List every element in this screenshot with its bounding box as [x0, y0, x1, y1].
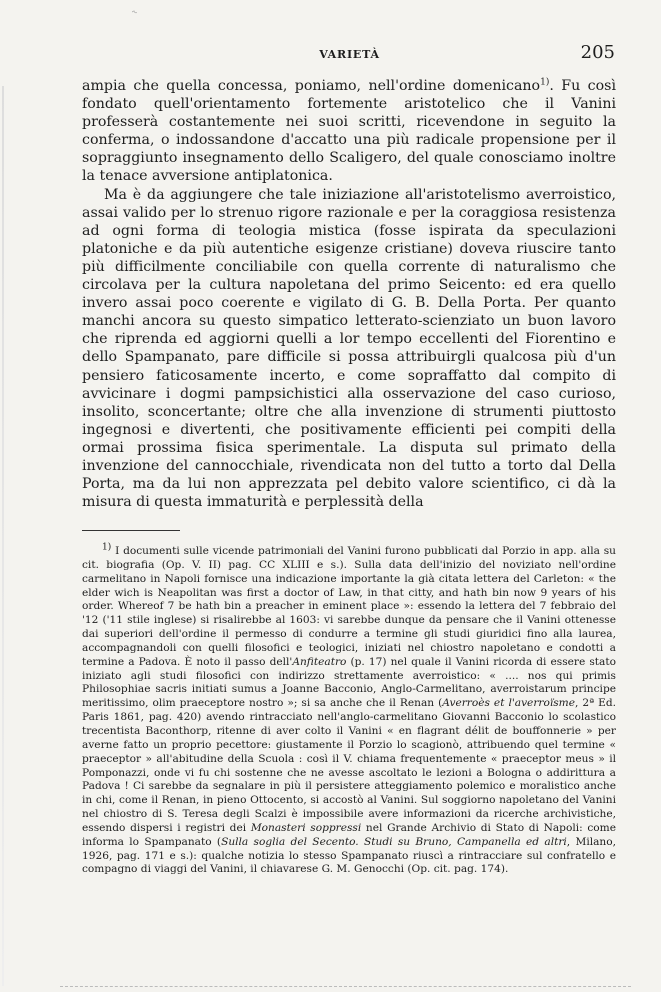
footnote-segment: , 2ª Ed. Paris 1861, pag. 420) avendo rintracciato nell'anglo-carmelitano Giovanni Bacconio lo scolastico trecentista Baconthorp, ritenne di aver colto il Vanini « en flagrant délit de bouffonnerie » per averne fatto un proprio pecettore: giustamente il Porzio lo scagionò, attribuendo quel termine « praeceptor » all'abitudine della Scuola : così il V. chiama frequentemente « praeceptor meus » il Pomponazzi, onde vi fu chi sostenne che ne avesse ascoltato le lezioni a Bologna o addirittura a Padova ! Ci sarebbe da segnalare in più il persistere atteggiamento polemico e moralistico anche in chi, come il Renan, in pieno Ottocento, si accostò al Vanini. Sul soggiorno napoletano del Vanini nel chiostro di S. Teresa degli Scalzi è impossibile avere informazioni da ricerche archivistiche, essendo dispersi i registri dei	[82, 697, 616, 834]
body-text	[82, 77, 616, 511]
section-title: VARIETÀ	[319, 48, 380, 61]
paragraph-1-start: ampia che quella concessa, poniamo, nell'ordine domenicano	[82, 78, 541, 94]
bottom-scan-line	[60, 986, 631, 988]
footnote-rule	[82, 530, 180, 531]
footnote-italic-title: Averroès et l'averroïsme	[442, 697, 575, 710]
footnote-italic-title: Anfiteatro	[292, 655, 347, 668]
paragraph-1-rest: . Fu così fondato quell'orientamento fortemente aristotelico che il Vanini professerà costantemente nei suoi scritti, ricevendone in seguito la conferma, o indossandone d'accatto una più radicale propensione per il sopraggiunto insegnamento dello Scaligero, del quale conosciamo inoltre la tenace avversione antiplatonica.	[82, 78, 616, 185]
footnote-segment: , Milano, 1926, pag. 171 e s.): qualche notizia lo stesso Spampanato riuscì a rintracciare sul confratello e compagno di viaggi del Vanini, il chiavarese G. M. Genocchi (Op. cit. pag. 174).	[82, 835, 616, 876]
footnote-ref[interactable]: 1)	[540, 77, 550, 88]
page-number: 205	[580, 42, 615, 63]
paragraph-1	[82, 77, 616, 186]
footnote-segment: (p. 17) nel quale il Vanini ricorda di essere stato iniziato agli studi filosofici con indirizzo strettamente averroistico: « .... nos qui primis Philosophiae sacris initiati sumus a Joanne Bacconio, Anglo-Carmelitano, averroistarum principe meritissimo, olim praeceptore nostro »; si sa anche che il Renan (	[82, 655, 616, 710]
footnote-text	[82, 542, 616, 877]
running-head	[84, 42, 615, 66]
footnote-segment: nel Grande Archivio di Stato di Napoli: come informa lo Spampanato (	[82, 821, 616, 848]
scan-edge-shadow	[2, 86, 4, 986]
scan-mark-icon: ˞	[132, 6, 138, 20]
paragraph-2: Ma è da aggiungere che tale iniziazione all'aristotelismo averroistico, assai valido per lo strenuo rigore razionale e per la coraggiosa resistenza ad ogni forma di teologia mistica (fosse ispirata da speculazioni platoniche e da più autentiche esigenze cristiane) doveva riuscire tanto più difficilmente conciliabile con quella corrente di naturalismo che circolava per la cultura napoletana del primo Seicento: ed era quello invero assai poco coerente e vigilato di G. B. Della Porta. Per quanto manchi ancora su questo simpatico letterato-scienziato un buon lavoro che riprenda ed aggiorni quelli a lor tempo eccellenti del Fiorentino e dello Spampanato, pare difficile si possa attribuirgli qualcosa più d'un pensiero faticosamente incerto, e come sopraffatto dal compito di avvicinare i dogmi pampsichistici alla osservazione del caso curioso, insolito, sconcertante; oltre che alla invenzione di strumenti piuttosto ingegnosi e divertenti, che positivamente efficienti pei compiti della ormai prossima fisica sperimentale. La disputa sul primato della invenzione del cannocchiale, rivendicata non del tutto a torto dal Della Porta, ma da lui non apprezzata pel debito valore scientifico, ci dà la misura di questa immaturità e perplessità della	[82, 186, 616, 511]
footnote-segment: I documenti sulle vicende patrimoniali del Vanini furono pubblicati dal Porzio in app. alla su cit. biografia (Op. V. II) pag. CC XLIII e s.). Sulla data dell'inizio del noviziato nell'ordine carmelitano in Napoli fornisce una indicazione importante la già citata lettera del Carleton: « the elder wich is Neapolitan was first a doctor of Law, in that citty, and hath bin now 9 years of his order. Whereof 7 be hath bin a preacher in eminent place »: essendo la lettera del 7 febbraio del '12 ('11 stile inglese) si risalirebbe al 1603: vi sarebbe dunque da pensare che il Vanini ottenesse dai superiori dell'ordine il permesso di condurre a termine gli studi giuridici fino alla laurea, accompagnandoli con quelli filosofici e teologici, iniziati nel chiostro napoletano e condotti a termine a Padova. È noto il passo dell'	[82, 545, 616, 668]
footnote	[82, 542, 616, 877]
footnote-italic-title: Monasteri soppressi	[250, 821, 362, 834]
footnote-italic-title: Sulla soglia del Secento. Studi su Bruno, Campanella ed altri	[221, 835, 567, 848]
footnote-marker: 1)	[102, 542, 112, 553]
